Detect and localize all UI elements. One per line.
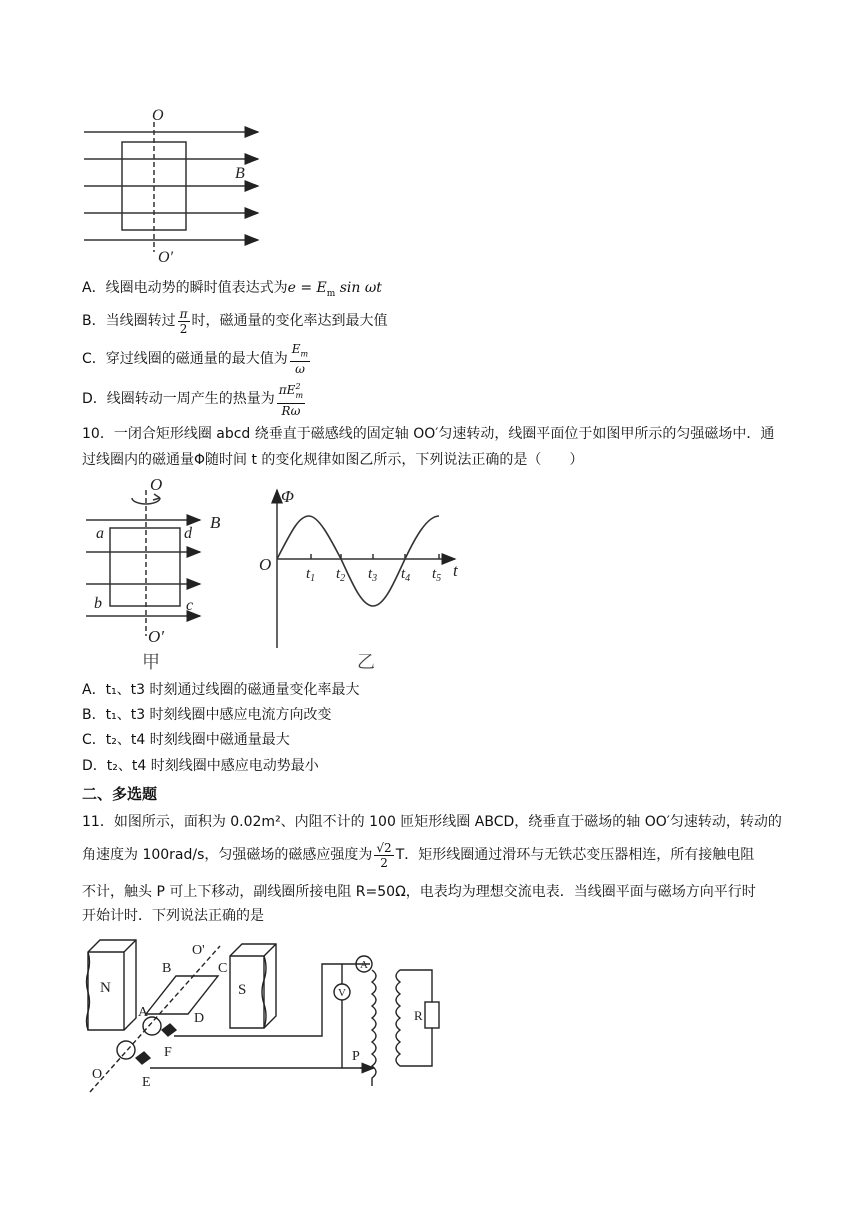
yi-tick-t1: $t_1$ [306, 566, 316, 584]
q9-option-a: A．线圈电动势的瞬时值表达式为$e = E_m$ sin ωt [82, 280, 382, 299]
jia-label-b: B [210, 513, 221, 532]
coil-label-c: C [218, 961, 228, 976]
axis-label-o-prime: O′ [158, 249, 174, 266]
q9-option-c: C．穿过线圈的磁通量的最大值为 $\frac{E_m}{\omega}$ [82, 342, 309, 377]
generator-transformer-apparatus [80, 932, 460, 1102]
q10-stem-line-2: 过线圈内的磁通量Φ随时间 t 的变化规律如图乙所示，下列说法正确的是（ ） [82, 452, 584, 468]
brush-label-f: F [164, 1045, 172, 1060]
voltmeter-icon: V [338, 987, 346, 999]
q9-option-b: B．当线圈转过 $\frac{\pi}{2}$ 时，磁通量的变化率达到最大值 [82, 306, 388, 336]
axis-label-o: O [152, 107, 164, 124]
fraction-pi-over-2: $\frac{\pi}{2}$ [179, 306, 188, 336]
yi-axis-t: t [453, 561, 458, 580]
jia-caption: 甲 [142, 652, 160, 672]
yi-label-phi: Φ [281, 487, 294, 506]
axis-label-o-prime: O' [192, 943, 205, 958]
jia-label-o: O [150, 476, 163, 494]
jia-label-b-corner: b [94, 595, 102, 612]
yi-caption: 乙 [357, 652, 375, 672]
q10-option-d: D．t₂、t4 时刻线圈中感应电动势最小 [82, 758, 319, 774]
section-title-multiple-choice: 二、多选题 [82, 785, 158, 803]
fraction-sqrt2-over-2: $\frac{√2}{2}$ [376, 840, 392, 870]
fraction-em-over-omega: $\frac{E_m}{\omega}$ [291, 342, 309, 377]
jia-label-d: d [184, 525, 192, 542]
figure-jia-coil-in-field [80, 476, 240, 676]
yi-tick-t5: $t_5$ [432, 566, 442, 584]
yi-label-origin: O [259, 555, 272, 574]
ammeter-icon: A [360, 959, 368, 971]
resistor-label-r: R [414, 1008, 423, 1023]
figure-yi-flux-graph [255, 480, 470, 675]
q10-option-a: A．t₁、t3 时刻通过线圈的磁通量变化率最大 [82, 682, 360, 698]
coil-label-b: B [162, 961, 172, 976]
coil-field-figure-1 [80, 100, 280, 270]
slider-label-p: P [352, 1049, 360, 1064]
coil-label-a: A [138, 1005, 149, 1020]
q11-stem-line-1: 11．如图所示，面积为 0.02m²、内阻不计的 100 匝矩形线圈 ABCD，绕垂直于磁场的轴 OO′匀速转动，转动的 [82, 814, 782, 830]
jia-label-c: c [186, 597, 194, 614]
brush-label-e: E [142, 1075, 151, 1090]
q9-option-d: D．线圈转动一周产生的热量为 $\frac{\pi E^2_m}{R\omega}$ [82, 382, 304, 418]
yi-tick-t2: $t_2$ [336, 566, 346, 584]
magnet-label-s: S [238, 982, 247, 998]
jia-label-o-prime: O′ [148, 627, 164, 646]
fraction-heat: $\frac{\pi E^2_m}{R\omega}$ [278, 382, 304, 418]
q10-stem-line-1: 10．一闭合矩形线圈 abcd 绕垂直于磁感线的固定轴 OO′匀速转动，线圈平面位于如图甲所示的匀强磁场中．通 [82, 426, 775, 442]
coil-label-d: D [194, 1011, 205, 1026]
q10-option-c: C．t₂、t4 时刻线圈中磁通量最大 [82, 732, 290, 748]
jia-label-a: a [96, 525, 104, 542]
q11-stem-line-2: 角速度为 100rad/s，匀强磁场的磁感应强度为 $\frac{√2}{2}$ T．矩形线圈通过滑环与无铁芯变压器相连，所有接触电阻 [82, 840, 755, 870]
magnet-label-n: N [100, 980, 111, 996]
yi-tick-t3: $t_3$ [368, 566, 378, 584]
q11-stem-line-4: 开始计时．下列说法正确的是 [82, 908, 264, 924]
q10-option-b: B．t₁、t3 时刻线圈中感应电流方向改变 [82, 707, 332, 723]
axis-label-o: O [92, 1067, 103, 1082]
q11-stem-line-3: 不计，触头 P 可上下移动，副线圈所接电阻 R=50Ω，电表均为理想交流电表．当线圈平面与磁场方向平行时 [82, 884, 756, 900]
field-label-b: B [235, 165, 245, 182]
yi-tick-t4: $t_4$ [401, 566, 411, 584]
